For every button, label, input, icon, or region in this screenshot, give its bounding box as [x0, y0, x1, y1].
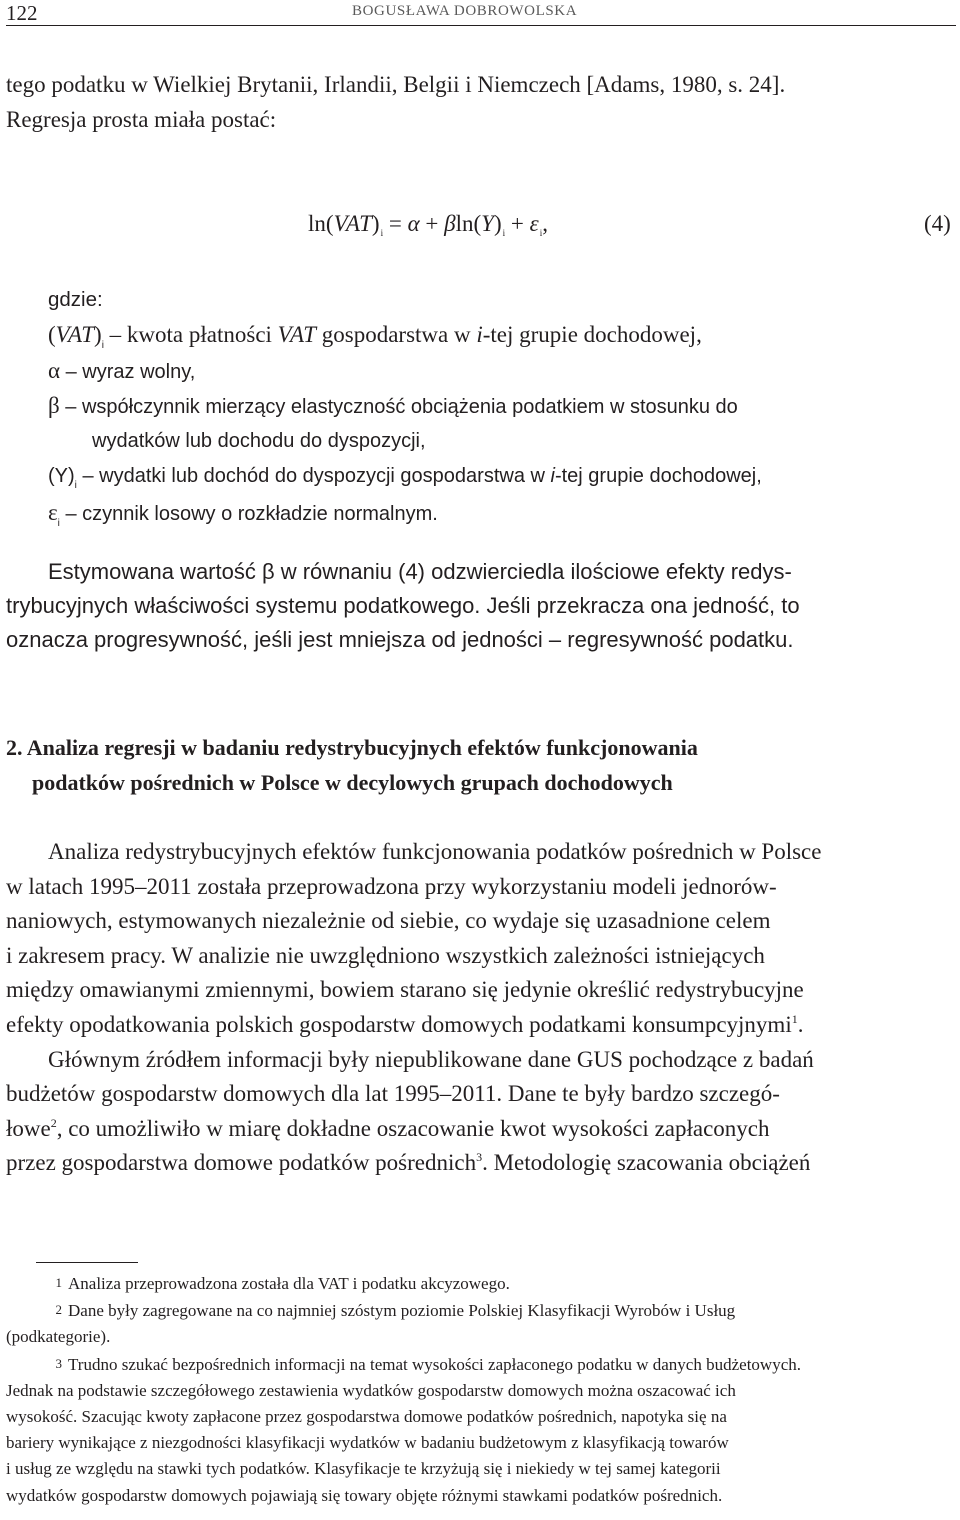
text-line: i zakresem pracy. W analizie nie uwzględniono wszystkich zależności istniejących — [6, 942, 765, 968]
def-text: -tej grupie dochodowej, — [554, 465, 762, 487]
footnote-number: 1 — [55, 1275, 62, 1290]
footnote-ref[interactable]: 1 — [791, 1011, 798, 1026]
page-number: 122 — [6, 1, 38, 25]
def-subscript: i — [57, 517, 60, 529]
text-line: Regresja prosta miała postać: — [6, 106, 277, 132]
footnote-number: 2 — [55, 1302, 62, 1318]
running-head-author: BOGUSŁAWA DOBROWOLSKA — [352, 3, 578, 19]
footnote-line — [6, 1483, 956, 1509]
text-run: . Metodologię szacowania obciążeń — [482, 1150, 811, 1176]
text-line: trybucyjnych właściwości systemu podatkowego. Jeśli przekracza ona jedność, to — [6, 593, 800, 618]
footnote-line — [6, 1270, 956, 1297]
text-line: Głównym źródłem informacji były niepublikowane dane GUS pochodzące z badań — [48, 1046, 814, 1072]
footnotes — [6, 1270, 956, 1509]
footnote-separator — [36, 1262, 138, 1263]
text-line: między omawianymi zmiennymi, bowiem starano się jedynie określić redystrybucyjne — [6, 977, 804, 1003]
definition-epsilon — [48, 495, 958, 531]
def-text: – wyraz wolny, — [60, 360, 196, 383]
footnote-line — [6, 1404, 956, 1430]
def-text: VAT — [277, 322, 317, 347]
def-dash: – — [76, 465, 100, 487]
def-symbol: ε — [48, 499, 58, 525]
text-run: efekty opodatkowania polskich gospodarstw domowych podatkami konsumpcyjnymi — [6, 1011, 792, 1037]
definitions-intro: gdzie: — [48, 288, 103, 311]
eq-part: ) — [493, 211, 502, 236]
text-line: w latach 1995–2011 została przeprowadzona przy wykorzystaniu modeli jednorów- — [6, 873, 777, 899]
def-text: – czynnik losowy o rozkładzie normalnym. — [59, 502, 438, 525]
eq-subscript: i — [380, 228, 384, 238]
def-text: kwota płatności — [126, 322, 278, 347]
footnote-text: Analiza przeprowadzona została dla VAT i podatku akcyzowego. — [68, 1274, 510, 1293]
section-heading — [6, 730, 956, 800]
heading-line: podatków pośrednich w Polsce w decylowych grupach dochodowych — [32, 770, 673, 795]
footnote-number: 3 — [55, 1355, 62, 1371]
footnote-text: wydatków gospodarstw domowych pojawiają się towary objęte różnymi stawkami podatków pośrednich. — [6, 1485, 723, 1505]
eq-part: VAT — [333, 211, 372, 236]
def-symbol: ) — [94, 322, 102, 347]
text-line — [6, 1008, 956, 1043]
page-header — [6, 0, 956, 26]
eq-alpha: α — [407, 211, 420, 236]
def-text: wydatki lub dochód do dyspozycji gospodarstwa w — [99, 465, 551, 487]
footnote-line — [6, 1324, 956, 1350]
heading-line: 2. Analiza regresji w badaniu redystrybucyjnych efektów funkcjonowania — [6, 735, 698, 760]
def-text: i — [476, 322, 483, 347]
eq-part: = — [383, 211, 408, 236]
def-symbol: α — [48, 357, 61, 383]
definition-vat — [48, 317, 958, 353]
eq-beta: β — [444, 211, 456, 236]
def-text: -tej grupie dochodowej, — [482, 322, 702, 347]
eq-part: , — [542, 211, 548, 236]
text-line: Analiza redystrybucyjnych efektów funkcjonowania podatków pośrednich w Polsce — [48, 839, 822, 864]
text-run: . — [797, 1011, 804, 1037]
def-text: gospodarstwa w — [316, 322, 477, 347]
eq-part: Y — [481, 211, 494, 236]
footnote-text: wysokość. Szacując kwoty zapłacone przez gospodarstwa domowe podatków pośrednich, napotyka się na — [6, 1407, 727, 1427]
text-line: tego podatku w Wielkiej Brytanii, Irlandii, Belgii i Niemczech [Adams, 1980, s. 24]. — [6, 72, 786, 97]
eq-part: + — [419, 211, 445, 236]
def-dash: – — [103, 322, 127, 347]
definition-y — [48, 459, 958, 495]
intro-paragraph — [6, 68, 956, 137]
text-run: , co umożliwiło w miarę dokładne oszacowanie kwot wysokości zapłaconych — [56, 1115, 770, 1141]
text-run: przez gospodarstwa domowe podatków pośrednich — [6, 1150, 477, 1176]
regression-equation — [308, 211, 548, 238]
definition-beta — [48, 388, 958, 424]
def-symbol: β — [48, 393, 60, 418]
footnote-text: i usług ze względu na stawki tych podatków. Klasyfikacje te krzyżują się i niekiedy w tej samej kategorii — [6, 1459, 721, 1479]
footnote-line — [6, 1456, 956, 1482]
def-symbol: (Y) — [48, 465, 75, 487]
footnote-line — [6, 1430, 956, 1456]
definition-alpha — [48, 353, 958, 389]
eq-part: + — [505, 211, 530, 236]
estimation-paragraph — [6, 555, 956, 657]
equation-number: (4) — [924, 211, 951, 236]
footnote-text: (podkategorie). — [6, 1327, 111, 1347]
footnote-text: bariery wynikające z niezgodności klasyfikacji wydatków w badaniu budżetowym z klasyfikacją towarów — [6, 1433, 729, 1453]
footnote-text: Dane były zagregowane na co najmniej szóstym poziomie Polskiej Klasyfikacji Wyrobów i Usług — [68, 1301, 736, 1321]
eq-part: ln( — [455, 211, 482, 236]
def-subscript: i — [101, 340, 104, 351]
def-symbol: ( — [48, 322, 56, 347]
def-subscript: i — [74, 480, 77, 491]
def-text: – współczynnik mierzący elastyczność obciążenia podatkiem w stosunku do — [59, 396, 738, 418]
variable-definitions — [48, 283, 958, 530]
text-line — [6, 1146, 956, 1181]
footnote-line — [6, 1378, 956, 1404]
eq-part: ) — [371, 211, 380, 236]
eq-subscript: i — [539, 228, 543, 238]
definition-beta-continued: wydatków lub dochodu do dyspozycji, — [92, 429, 426, 452]
text-line: budżetów gospodarstw domowych dla lat 1995–2011. Dane te były bardzo szczegó- — [6, 1081, 780, 1107]
footnote-ref[interactable]: 3 — [476, 1150, 483, 1165]
main-paragraph — [6, 835, 956, 1181]
def-text: i — [550, 465, 555, 487]
footnote-ref[interactable]: 2 — [50, 1115, 57, 1130]
footnote-line — [6, 1351, 956, 1378]
eq-subscript: i — [502, 228, 506, 238]
footnote-line — [6, 1297, 956, 1324]
footnote-text: Jednak na podstawie szczegółowego zestawienia wydatków gospodarstw domowych można oszacować ich — [6, 1380, 736, 1400]
eq-part: ln( — [308, 211, 334, 236]
text-line: naniowych, estymowanych niezależnie od siebie, co wydaje się uzasadnione celem — [6, 908, 771, 934]
text-line — [6, 1112, 956, 1147]
header-rule — [6, 25, 956, 26]
text-line: Estymowana wartość β w równaniu (4) odzwierciedla ilościowe efekty redys- — [48, 559, 792, 584]
text-line: oznacza progresywność, jeśli jest mniejsza od jedności – regresywność podatku. — [6, 627, 794, 652]
footnote-text: Trudno szukać bezpośrednich informacji na temat wysokości zapłaconego podatku w danych budżetowych. — [68, 1354, 801, 1374]
text-run: łowe — [6, 1115, 51, 1141]
def-symbol: VAT — [55, 322, 95, 347]
eq-epsilon: ε — [529, 211, 539, 236]
